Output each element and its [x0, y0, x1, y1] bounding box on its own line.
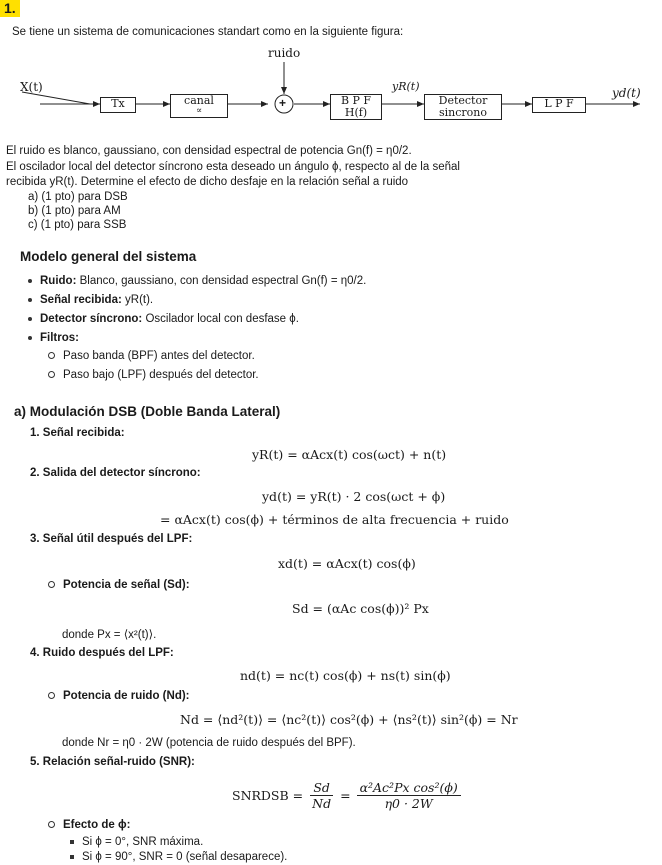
snr-frac2-num: α²Ac²Px cos²(ϕ): [357, 780, 461, 796]
input-signal-label: X(t): [20, 80, 43, 94]
problem-line-2: El oscilador local del detector síncrono esta deseado un ángulo ϕ, respecto al de la señal: [6, 161, 460, 173]
intro-text: Se tiene un sistema de comunicaciones standart como en la siguiente figura:: [12, 26, 404, 38]
model-item-text: yR(t).: [121, 294, 154, 306]
phi-effect-item-text: Si ϕ = 90°, SNR = 0 (señal desaparece).: [82, 851, 288, 863]
block-diagram: [0, 40, 662, 140]
circle-bullet-icon: [48, 692, 55, 699]
phi-effect-item-1: [70, 836, 203, 848]
dsb-eq-snr: [232, 777, 467, 813]
dsb-eq-signal-power: Sd = (αAc cos(ϕ))² Px: [292, 601, 429, 616]
dsb-noise-power-note: donde Nr = η0 · 2W (potencia de ruido después del BPF).: [62, 737, 356, 749]
bullet-icon: [28, 298, 32, 302]
phi-effect-item-text: Si ϕ = 0°, SNR máxima.: [82, 836, 204, 848]
dsb-signal-power-note: donde Px = ⟨x²(t)⟩.: [62, 629, 157, 641]
bullet-icon: [28, 317, 32, 321]
model-item-label: Filtros:: [40, 332, 79, 344]
square-bullet-icon: [70, 855, 74, 859]
model-item-label: Señal recibida:: [40, 294, 122, 306]
snr-frac1-den: Nd: [312, 795, 332, 811]
model-subitem-lpf: [48, 369, 259, 381]
detector-sublabel: sincrono: [439, 106, 487, 119]
dsb-step-3: 3. Señal útil después del LPF:: [30, 533, 193, 545]
dsb-eq-detector-expansion: = αAcx(t) cos(ϕ) + términos de alta frecuencia + ruido: [160, 512, 509, 527]
dsb-section-title: a) Modulación DSB (Doble Banda Lateral): [14, 404, 281, 419]
snr-fraction-1: [309, 780, 334, 811]
snr-frac1-num: Sd: [310, 780, 333, 796]
circle-bullet-icon: [48, 371, 55, 378]
snr-equals: =: [340, 787, 351, 803]
snr-frac2-den: η0 · 2W: [384, 795, 433, 811]
snr-lhs: SNRDSB =: [232, 787, 304, 803]
model-subitem-text: Paso bajo (LPF) después del detector.: [63, 369, 259, 381]
dsb-signal-power-label: [48, 579, 190, 591]
lpf-label: L P F: [544, 97, 574, 110]
problem-line-3: recibida yR(t). Determine el efecto de dicho desfaje en la relación señal a ruido: [6, 176, 409, 188]
tx-label: Tx: [111, 97, 125, 110]
channel-block: [170, 94, 228, 118]
dsb-step-4: 4. Ruido después del LPF:: [30, 647, 174, 659]
phi-effect-item-2: [70, 851, 287, 863]
model-subitem-text: Paso banda (BPF) antes del detector.: [63, 350, 255, 362]
phi-effect-text: Efecto de ϕ:: [63, 819, 131, 831]
dsb-eq-received-signal: yR(t) = αAcx(t) cos(ωct) + n(t): [252, 447, 447, 462]
model-item-detector: [28, 313, 299, 325]
dsb-noise-power-label: [48, 690, 190, 702]
problem-item-b: b) (1 pto) para AM: [28, 205, 121, 217]
bpf-transfer-label: H(f): [344, 106, 368, 119]
channel-label: canal: [184, 94, 214, 107]
model-item-label: Ruido:: [40, 275, 77, 287]
circle-bullet-icon: [48, 581, 55, 588]
dsb-eq-noise-power: Nd = ⟨nd²(t)⟩ = ⟨nc²(t)⟩ cos²(ϕ) + ⟨ns²(t)⟩ sin²(ϕ) = Nr: [180, 712, 518, 727]
circle-bullet-icon: [48, 352, 55, 359]
model-item-filters: [28, 332, 79, 344]
model-item-text: Blanco, gaussiano, con densidad espectral Gn(f) = η0/2.: [76, 275, 367, 287]
bpf-block: [330, 94, 382, 120]
output-signal-label: yd(t): [612, 86, 641, 100]
lpf-block: [532, 97, 586, 113]
snr-fraction-2: [357, 780, 461, 811]
bpf-label: B P F: [340, 94, 372, 107]
detector-block: [424, 94, 502, 120]
model-item-received: [28, 294, 153, 306]
square-bullet-icon: [70, 840, 74, 844]
phi-effect-label: [48, 819, 130, 831]
model-item-text: Oscilador local con desfase ϕ.: [142, 313, 299, 325]
dsb-noise-power-text: Potencia de ruido (Nd):: [63, 690, 190, 702]
dsb-step-2: 2. Salida del detector síncrono:: [30, 467, 201, 479]
model-item-noise: [28, 275, 366, 287]
model-item-label: Detector síncrono:: [40, 313, 143, 325]
summer-plus-sign: +: [279, 96, 287, 110]
circle-bullet-icon: [48, 821, 55, 828]
channel-attenuation: ∝: [195, 106, 203, 116]
problem-item-c: c) (1 pto) para SSB: [28, 219, 127, 231]
problem-item-a: a) (1 pto) para DSB: [28, 191, 128, 203]
dsb-step-1: 1. Señal recibida:: [30, 427, 125, 439]
yr-label: yR(t): [392, 80, 420, 93]
detector-label: Detector: [438, 94, 488, 107]
bullet-icon: [28, 336, 32, 340]
dsb-step-5: 5. Relación señal-ruido (SNR):: [30, 756, 195, 768]
diagram-lines: [0, 40, 662, 140]
dsb-eq-detector-output: yd(t) = yR(t) · 2 cos(ωct + ϕ): [262, 489, 446, 504]
dsb-eq-useful-signal: xd(t) = αAcx(t) cos(ϕ): [278, 556, 416, 571]
dsb-eq-noise: nd(t) = nc(t) cos(ϕ) + ns(t) sin(ϕ): [240, 668, 451, 683]
model-subitem-bpf: [48, 350, 255, 362]
noise-label: ruido: [268, 46, 301, 60]
problem-line-1: El ruido es blanco, gaussiano, con densidad espectral de potencia Gn(f) = η0/2.: [6, 145, 412, 157]
problem-number-badge: 1.: [0, 0, 20, 17]
bullet-icon: [28, 279, 32, 283]
dsb-signal-power-text: Potencia de señal (Sd):: [63, 579, 190, 591]
model-section-title: Modelo general del sistema: [20, 249, 197, 264]
tx-block: [100, 97, 136, 113]
